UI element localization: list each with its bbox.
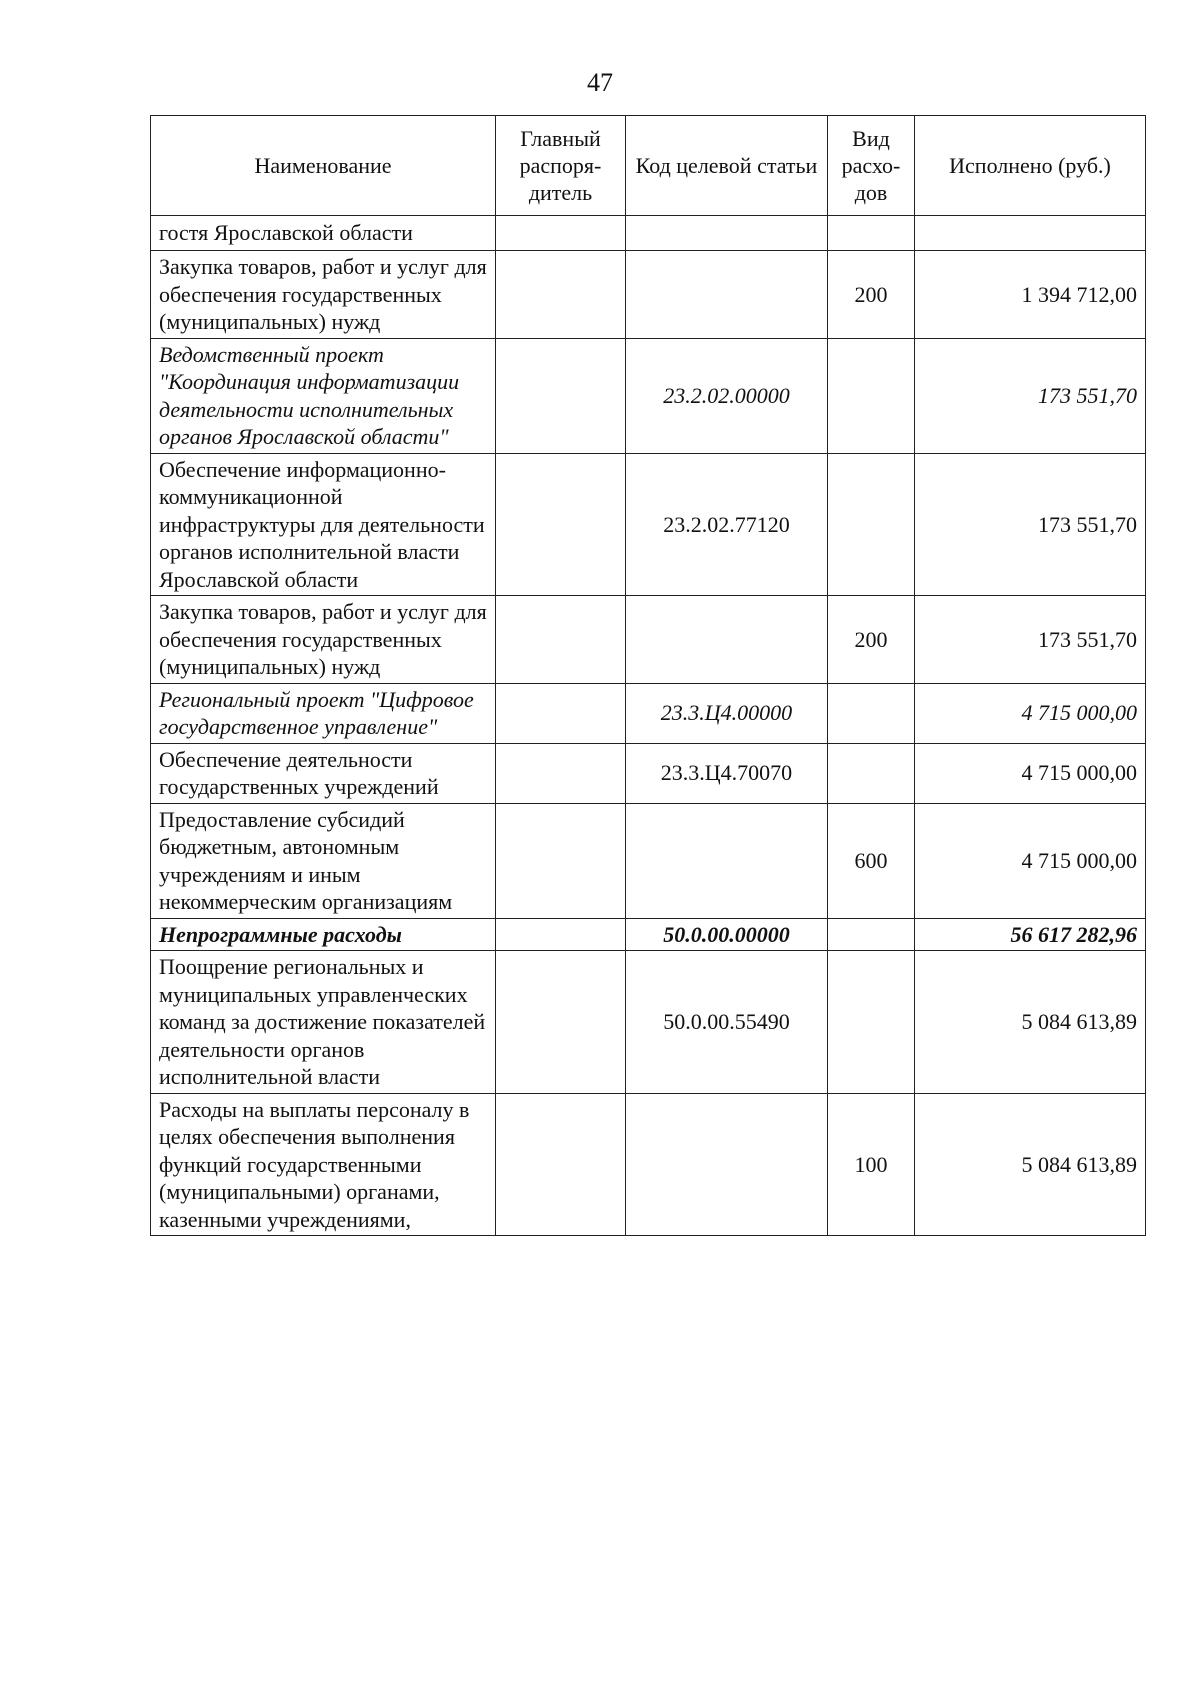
row-head [496,683,626,743]
table-row [151,338,1146,453]
table-row [151,1093,1146,1236]
header-head: Главный распоря-дитель [496,116,626,216]
row-sum: 4 715 000,00 [915,683,1146,743]
row-name: Предоставление субсидий бюджетным, автономным учреждениям и иным некоммерческим организациям [151,803,496,918]
row-name: Поощрение региональных и муниципальных управленческих команд за достижение показателей деятельности органов исполнительной власти [151,951,496,1094]
row-sum: 4 715 000,00 [915,743,1146,803]
row-sum: 1 394 712,00 [915,251,1146,339]
row-sum: 173 551,70 [915,453,1146,596]
table-header-row [151,116,1146,216]
row-name: Обеспечение информационно-коммуникационной инфраструктуры для деятельности органов исполнительной власти Ярославской области [151,453,496,596]
row-name: Закупка товаров, работ и услуг для обеспечения государственных (муниципальных) нужд [151,251,496,339]
row-kind: 100 [828,1093,915,1236]
row-sum [915,216,1146,251]
table-row [151,596,1146,684]
row-code [626,803,828,918]
table-row [151,251,1146,339]
header-name: Наименование [151,116,496,216]
row-code [626,596,828,684]
table-row [151,918,1146,951]
row-sum: 5 084 613,89 [915,951,1146,1094]
row-name: Закупка товаров, работ и услуг для обеспечения государственных (муниципальных) нужд [151,596,496,684]
row-kind [828,338,915,453]
table-row [151,683,1146,743]
row-kind [828,453,915,596]
row-code [626,251,828,339]
row-code: 23.3.Ц4.00000 [626,683,828,743]
row-head [496,338,626,453]
row-head [496,803,626,918]
table-row [151,743,1146,803]
row-name: Региональный проект "Цифровое государственное управление" [151,683,496,743]
row-name: Непрограммные расходы [151,918,496,951]
row-head [496,1093,626,1236]
row-head [496,453,626,596]
row-name: Ведомственный проект "Координация информатизации деятельности исполнительных органов Ярославской области" [151,338,496,453]
row-code: 50.0.00.00000 [626,918,828,951]
row-kind: 600 [828,803,915,918]
row-head [496,251,626,339]
row-code: 23.2.02.00000 [626,338,828,453]
row-kind [828,951,915,1094]
row-kind: 200 [828,251,915,339]
row-code: 50.0.00.55490 [626,951,828,1094]
row-sum: 173 551,70 [915,596,1146,684]
row-head [496,918,626,951]
table-row [151,216,1146,251]
row-code [626,1093,828,1236]
row-kind: 200 [828,596,915,684]
row-head [496,596,626,684]
row-name: Обеспечение деятельности государственных учреждений [151,743,496,803]
row-head [496,743,626,803]
row-code [626,216,828,251]
row-kind [828,918,915,951]
table-row [151,803,1146,918]
row-kind [828,683,915,743]
row-sum: 56 617 282,96 [915,918,1146,951]
row-head [496,216,626,251]
row-code: 23.2.02.77120 [626,453,828,596]
row-kind [828,743,915,803]
row-sum: 5 084 613,89 [915,1093,1146,1236]
budget-table [150,115,1146,1236]
page-number: 47 [587,68,613,97]
row-kind [828,216,915,251]
table-row [151,951,1146,1094]
table-row [151,453,1146,596]
header-kind: Вид расхо-дов [828,116,915,216]
header-code: Код целевой статьи [626,116,828,216]
row-head [496,951,626,1094]
header-sum: Исполнено (руб.) [915,116,1146,216]
row-code: 23.3.Ц4.70070 [626,743,828,803]
row-sum: 4 715 000,00 [915,803,1146,918]
row-name: гостя Ярославской области [151,216,496,251]
table-body [151,216,1146,1236]
row-name: Расходы на выплаты персоналу в целях обеспечения выполнения функций государственными (муниципальными) органами, казенными учреждениями, [151,1093,496,1236]
row-sum: 173 551,70 [915,338,1146,453]
